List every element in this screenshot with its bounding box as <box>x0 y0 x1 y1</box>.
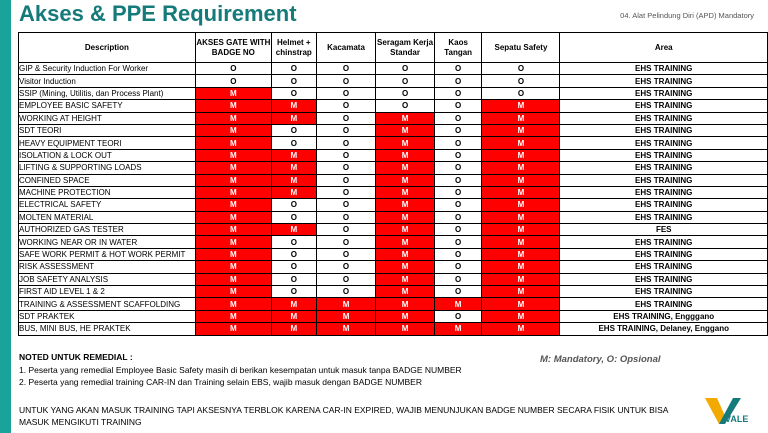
mandatory-cell: M <box>376 174 435 186</box>
row-description: Visitor Induction <box>19 75 196 87</box>
mandatory-cell: M <box>482 323 560 335</box>
column-header-7: Area <box>560 33 768 63</box>
optional-cell: O <box>316 137 376 149</box>
row-description: EMPLOYEE BASIC SAFETY <box>19 100 196 112</box>
row-area: EHS TRAINING <box>560 273 768 285</box>
mandatory-cell: M <box>271 100 316 112</box>
requirement-table <box>18 32 768 336</box>
mandatory-cell: M <box>376 162 435 174</box>
mandatory-cell: M <box>376 199 435 211</box>
table-row <box>19 273 768 285</box>
optional-cell: O <box>316 248 376 260</box>
mandatory-cell: M <box>482 224 560 236</box>
mandatory-cell: M <box>195 211 271 223</box>
row-area: EHS TRAINING <box>560 149 768 161</box>
table-row <box>19 211 768 223</box>
table-row <box>19 310 768 322</box>
mandatory-cell: M <box>195 286 271 298</box>
vale-logo-text: VALE <box>725 414 749 424</box>
optional-cell: O <box>376 63 435 75</box>
mandatory-cell: M <box>376 261 435 273</box>
mandatory-cell: M <box>195 298 271 310</box>
row-area: EHS TRAINING <box>560 261 768 273</box>
mandatory-cell: M <box>316 310 376 322</box>
optional-cell: O <box>271 124 316 136</box>
row-description: ISOLATION & LOCK OUT <box>19 149 196 161</box>
row-area: EHS TRAINING <box>560 162 768 174</box>
row-area: EHS TRAINING, Engggano <box>560 310 768 322</box>
mandatory-cell: M <box>376 273 435 285</box>
mandatory-cell: M <box>482 286 560 298</box>
optional-cell: O <box>434 112 482 124</box>
optional-cell: O <box>434 310 482 322</box>
table-row <box>19 63 768 75</box>
mandatory-cell: M <box>376 248 435 260</box>
row-description: HEAVY EQUIPMENT TEORI <box>19 137 196 149</box>
optional-cell: O <box>271 211 316 223</box>
mandatory-cell: M <box>376 137 435 149</box>
optional-cell: O <box>434 162 482 174</box>
optional-cell: O <box>316 199 376 211</box>
mandatory-cell: M <box>271 310 316 322</box>
table-row <box>19 186 768 198</box>
optional-cell: O <box>271 63 316 75</box>
row-area: EHS TRAINING <box>560 137 768 149</box>
mandatory-cell: M <box>376 323 435 335</box>
row-description: WORKING NEAR OR IN WATER <box>19 236 196 248</box>
row-description: ELECTRICAL SAFETY <box>19 199 196 211</box>
optional-cell: O <box>271 273 316 285</box>
optional-cell: O <box>434 63 482 75</box>
mandatory-cell: M <box>376 310 435 322</box>
optional-cell: O <box>482 63 560 75</box>
mandatory-cell: M <box>482 248 560 260</box>
mandatory-cell: M <box>195 199 271 211</box>
row-description: WORKING AT HEIGHT <box>19 112 196 124</box>
mandatory-cell: M <box>195 124 271 136</box>
page-subtitle: 04. Alat Pelindung Diri (APD) Mandatory <box>620 11 754 20</box>
row-description: TRAINING & ASSESSMENT SCAFFOLDING <box>19 298 196 310</box>
mandatory-cell: M <box>316 298 376 310</box>
row-area: EHS TRAINING <box>560 236 768 248</box>
optional-cell: O <box>316 186 376 198</box>
optional-cell: O <box>271 261 316 273</box>
mandatory-cell: M <box>195 162 271 174</box>
optional-cell: O <box>434 236 482 248</box>
mandatory-cell: M <box>271 186 316 198</box>
mandatory-cell: M <box>195 100 271 112</box>
optional-cell: O <box>434 174 482 186</box>
row-description: JOB SAFETY ANALYSIS <box>19 273 196 285</box>
column-header-0: Description <box>19 33 196 63</box>
optional-cell: O <box>316 63 376 75</box>
row-description: BUS, MINI BUS, HE PRAKTEK <box>19 323 196 335</box>
optional-cell: O <box>434 87 482 99</box>
table-row <box>19 87 768 99</box>
row-description: SDT TEORI <box>19 124 196 136</box>
table-row <box>19 174 768 186</box>
optional-cell: O <box>271 75 316 87</box>
mandatory-cell: M <box>195 310 271 322</box>
mandatory-cell: M <box>482 137 560 149</box>
row-area: EHS TRAINING <box>560 186 768 198</box>
row-area: EHS TRAINING <box>560 87 768 99</box>
mandatory-cell: M <box>376 124 435 136</box>
mandatory-cell: M <box>271 162 316 174</box>
optional-cell: O <box>434 261 482 273</box>
table-row <box>19 124 768 136</box>
mandatory-cell: M <box>195 137 271 149</box>
mandatory-cell: M <box>271 224 316 236</box>
row-description: MACHINE PROTECTION <box>19 186 196 198</box>
row-description: MOLTEN MATERIAL <box>19 211 196 223</box>
row-description: SAFE WORK PERMIT & HOT WORK PERMIT <box>19 248 196 260</box>
column-header-1: AKSES GATE WITH BADGE NO <box>195 33 271 63</box>
mandatory-cell: M <box>482 211 560 223</box>
row-area: EHS TRAINING <box>560 112 768 124</box>
table-row <box>19 286 768 298</box>
mandatory-cell: M <box>482 100 560 112</box>
column-header-2: Helmet + chinstrap <box>271 33 316 63</box>
table-row <box>19 149 768 161</box>
row-description: LIFTING & SUPPORTING LOADS <box>19 162 196 174</box>
mandatory-cell: M <box>482 149 560 161</box>
note-item-2: 2. Peserta yang remedial training CAR-IN dan Training selain EBS, wajib masuk dengan BADGE NUMBER <box>19 377 422 387</box>
optional-cell: O <box>376 75 435 87</box>
mandatory-cell: M <box>195 248 271 260</box>
table-row <box>19 236 768 248</box>
row-area: EHS TRAINING <box>560 211 768 223</box>
table-body <box>19 63 768 336</box>
optional-cell: O <box>434 149 482 161</box>
mandatory-cell: M <box>482 236 560 248</box>
optional-cell: O <box>376 100 435 112</box>
table-row <box>19 100 768 112</box>
mandatory-cell: M <box>195 112 271 124</box>
row-description: FIRST AID LEVEL 1 & 2 <box>19 286 196 298</box>
mandatory-cell: M <box>271 323 316 335</box>
optional-cell: O <box>316 149 376 161</box>
row-area: EHS TRAINING <box>560 174 768 186</box>
table-row <box>19 323 768 335</box>
row-area: EHS TRAINING, Delaney, Enggano <box>560 323 768 335</box>
optional-cell: O <box>271 236 316 248</box>
mandatory-cell: M <box>271 112 316 124</box>
legend-text: M: Mandatory, O: Opsional <box>540 354 661 365</box>
optional-cell: O <box>271 137 316 149</box>
mandatory-cell: M <box>482 112 560 124</box>
mandatory-cell: M <box>376 112 435 124</box>
footer-note: UNTUK YANG AKAN MASUK TRAINING TAPI AKSESNYA TERBLOK KARENA CAR-IN EXPIRED, WAJIB MENUNJUKAN BADGE NUMBER SECARA FISIK UNTUK BISA MASUK MENGIKUTI TRAINING <box>19 405 668 427</box>
table-row <box>19 298 768 310</box>
row-area: EHS TRAINING <box>560 100 768 112</box>
row-area: EHS TRAINING <box>560 199 768 211</box>
optional-cell: O <box>316 75 376 87</box>
mandatory-cell: M <box>482 310 560 322</box>
optional-cell: O <box>434 137 482 149</box>
row-area: EHS TRAINING <box>560 63 768 75</box>
optional-cell: O <box>316 124 376 136</box>
mandatory-cell: M <box>316 323 376 335</box>
optional-cell: O <box>316 100 376 112</box>
row-description: AUTHORIZED GAS TESTER <box>19 224 196 236</box>
mandatory-cell: M <box>376 298 435 310</box>
mandatory-cell: M <box>195 261 271 273</box>
optional-cell: O <box>271 87 316 99</box>
mandatory-cell: M <box>271 174 316 186</box>
optional-cell: O <box>434 286 482 298</box>
mandatory-cell: M <box>482 174 560 186</box>
row-area: EHS TRAINING <box>560 75 768 87</box>
row-description: GIP & Security Induction For Worker <box>19 63 196 75</box>
row-area: EHS TRAINING <box>560 124 768 136</box>
column-header-6: Sepatu Safety <box>482 33 560 63</box>
mandatory-cell: M <box>482 199 560 211</box>
optional-cell: O <box>482 87 560 99</box>
optional-cell: O <box>316 224 376 236</box>
table-row <box>19 261 768 273</box>
optional-cell: O <box>271 248 316 260</box>
row-area: EHS TRAINING <box>560 248 768 260</box>
row-description: SDT PRAKTEK <box>19 310 196 322</box>
table-row <box>19 137 768 149</box>
optional-cell: O <box>434 186 482 198</box>
optional-cell: O <box>434 75 482 87</box>
column-header-5: Kaos Tangan <box>434 33 482 63</box>
mandatory-cell: M <box>195 149 271 161</box>
optional-cell: O <box>434 199 482 211</box>
note-item-1: 1. Peserta yang remedial Employee Basic Safety masih di berikan kesempatan untuk masuk tanpa BADGE NUMBER <box>19 365 462 375</box>
mandatory-cell: M <box>195 273 271 285</box>
mandatory-cell: M <box>195 186 271 198</box>
mandatory-cell: M <box>271 149 316 161</box>
row-description: RISK ASSESSMENT <box>19 261 196 273</box>
notes-title: NOTED UNTUK REMEDIAL : <box>19 352 133 362</box>
row-area: EHS TRAINING <box>560 286 768 298</box>
optional-cell: O <box>434 100 482 112</box>
table-row <box>19 224 768 236</box>
optional-cell: O <box>434 224 482 236</box>
optional-cell: O <box>195 63 271 75</box>
mandatory-cell: M <box>482 261 560 273</box>
accent-bar <box>0 0 11 433</box>
optional-cell: O <box>316 273 376 285</box>
column-header-3: Kacamata <box>316 33 376 63</box>
optional-cell: O <box>316 162 376 174</box>
optional-cell: O <box>434 248 482 260</box>
mandatory-cell: M <box>434 323 482 335</box>
table-row <box>19 162 768 174</box>
optional-cell: O <box>376 87 435 99</box>
mandatory-cell: M <box>376 236 435 248</box>
table-row <box>19 112 768 124</box>
mandatory-cell: M <box>195 323 271 335</box>
mandatory-cell: M <box>376 224 435 236</box>
mandatory-cell: M <box>376 186 435 198</box>
mandatory-cell: M <box>482 162 560 174</box>
row-area: EHS TRAINING <box>560 298 768 310</box>
row-description: SSIP (Mining, Utilitis, dan Process Plant) <box>19 87 196 99</box>
optional-cell: O <box>316 87 376 99</box>
page-title: Akses & PPE Requirement <box>19 1 297 26</box>
optional-cell: O <box>434 124 482 136</box>
optional-cell: O <box>271 199 316 211</box>
table-row <box>19 75 768 87</box>
optional-cell: O <box>316 261 376 273</box>
mandatory-cell: M <box>195 87 271 99</box>
table-header-row <box>19 33 768 63</box>
mandatory-cell: M <box>376 149 435 161</box>
optional-cell: O <box>195 75 271 87</box>
optional-cell: O <box>434 273 482 285</box>
optional-cell: O <box>316 211 376 223</box>
mandatory-cell: M <box>482 186 560 198</box>
row-description: CONFINED SPACE <box>19 174 196 186</box>
row-area: FES <box>560 224 768 236</box>
optional-cell: O <box>316 236 376 248</box>
optional-cell: O <box>482 75 560 87</box>
column-header-4: Seragam Kerja Standar <box>376 33 435 63</box>
mandatory-cell: M <box>195 224 271 236</box>
optional-cell: O <box>271 286 316 298</box>
table-row <box>19 199 768 211</box>
mandatory-cell: M <box>376 286 435 298</box>
mandatory-cell: M <box>482 273 560 285</box>
mandatory-cell: M <box>482 298 560 310</box>
optional-cell: O <box>316 174 376 186</box>
mandatory-cell: M <box>271 298 316 310</box>
mandatory-cell: M <box>195 174 271 186</box>
mandatory-cell: M <box>482 124 560 136</box>
mandatory-cell: M <box>376 211 435 223</box>
optional-cell: O <box>316 112 376 124</box>
optional-cell: O <box>434 211 482 223</box>
mandatory-cell: M <box>195 236 271 248</box>
mandatory-cell: M <box>434 298 482 310</box>
table-row <box>19 248 768 260</box>
optional-cell: O <box>316 286 376 298</box>
